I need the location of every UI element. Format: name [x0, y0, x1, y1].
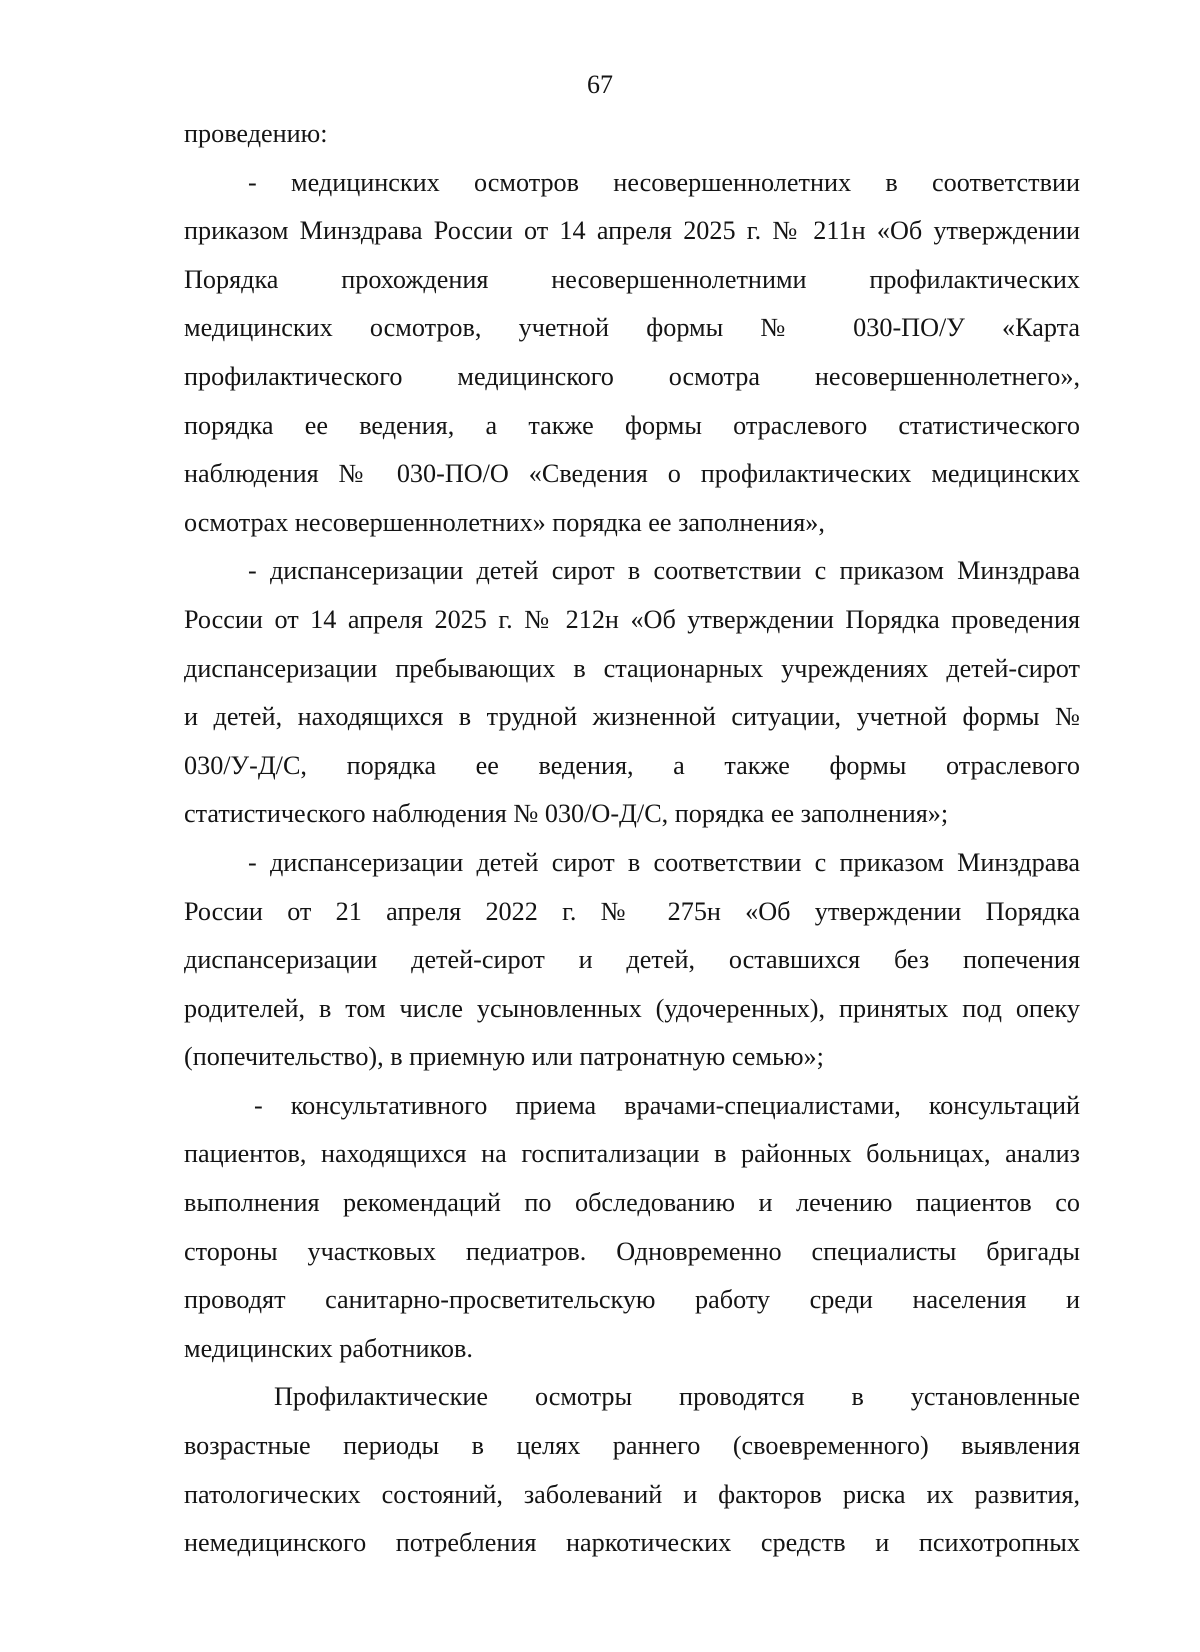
text-line: медицинских осмотров, учетной формы № 030-ПО/У «Карта — [184, 313, 1080, 343]
paragraph-orphan-dispensary-212n — [184, 547, 1080, 839]
text-line: приказом Минздрава России от 14 апреля 2025 г. № 211н «Об утверждении — [184, 216, 1080, 246]
text-line: выполнения рекомендаций по обследованию и лечению пациентов со — [184, 1188, 1080, 1218]
text-line: диспансеризации пребывающих в стационарных учреждениях детей-сирот — [184, 653, 1080, 683]
text-line: немедицинского потребления наркотических средств и психотропных — [184, 1528, 1080, 1558]
text-line: 030/У-Д/С, порядка ее ведения, а также формы отраслевого — [184, 750, 1080, 780]
body-text — [184, 110, 1080, 1568]
paragraph-preventive-exams — [184, 1373, 1080, 1567]
text-line: Профилактические осмотры проводятся в установленные — [274, 1382, 1080, 1412]
paragraph-intro — [184, 110, 1080, 159]
text-line: патологических состояний, заболеваний и факторов риска их развития, — [184, 1479, 1080, 1509]
text-line: проведению: — [184, 119, 328, 148]
text-line: - консультативного приема врачами-специалистами, консультаций — [254, 1090, 1080, 1120]
text-line: возрастные периоды в целях раннего (своевременного) выявления — [184, 1431, 1080, 1461]
text-line: проводят санитарно-просветительскую работу среди населения и — [184, 1285, 1080, 1315]
paragraph-orphan-dispensary-275n — [184, 839, 1080, 1082]
paragraph-medical-exams — [184, 159, 1080, 548]
text-line: наблюдения № 030-ПО/О «Сведения о профилактических медицинских — [184, 459, 1080, 489]
page-number: 67 — [587, 70, 613, 99]
paragraph-consultations — [184, 1082, 1080, 1374]
text-line: родителей, в том числе усыновленных (удочеренных), принятых под опеку — [184, 993, 1080, 1023]
text-line: пациентов, находящихся на госпитализации в районных больницах, анализ — [184, 1139, 1080, 1169]
text-line: порядка ее ведения, а также формы отраслевого статистического — [184, 410, 1080, 440]
text-line: - диспансеризации детей сирот в соответствии с приказом Минздрава — [248, 556, 1080, 586]
text-line: статистического наблюдения № 030/О-Д/С, порядка ее заполнения»; — [184, 799, 949, 829]
text-line: стороны участковых педиатров. Одновременно специалисты бригады — [184, 1236, 1080, 1266]
text-line: медицинских работников. — [184, 1333, 473, 1363]
text-line: профилактического медицинского осмотра несовершеннолетнего», — [184, 361, 1080, 391]
text-line: (попечительство), в приемную или патронатную семью»; — [184, 1042, 824, 1072]
text-line: осмотрах несовершеннолетних» порядка ее заполнения», — [184, 507, 825, 537]
text-line: России от 14 апреля 2025 г. № 212н «Об утверждении Порядка проведения — [184, 604, 1080, 634]
text-line: - диспансеризации детей сирот в соответствии с приказом Минздрава — [248, 847, 1080, 877]
text-line: - медицинских осмотров несовершеннолетних в соответствии — [248, 167, 1080, 197]
text-line: Порядка прохождения несовершеннолетними профилактических — [184, 264, 1080, 294]
text-line: России от 21 апреля 2022 г. № 275н «Об утверждении Порядка — [184, 896, 1080, 926]
text-line: и детей, находящихся в трудной жизненной ситуации, учетной формы № — [184, 702, 1080, 732]
text-line: диспансеризации детей-сирот и детей, оставшихся без попечения — [184, 945, 1080, 975]
